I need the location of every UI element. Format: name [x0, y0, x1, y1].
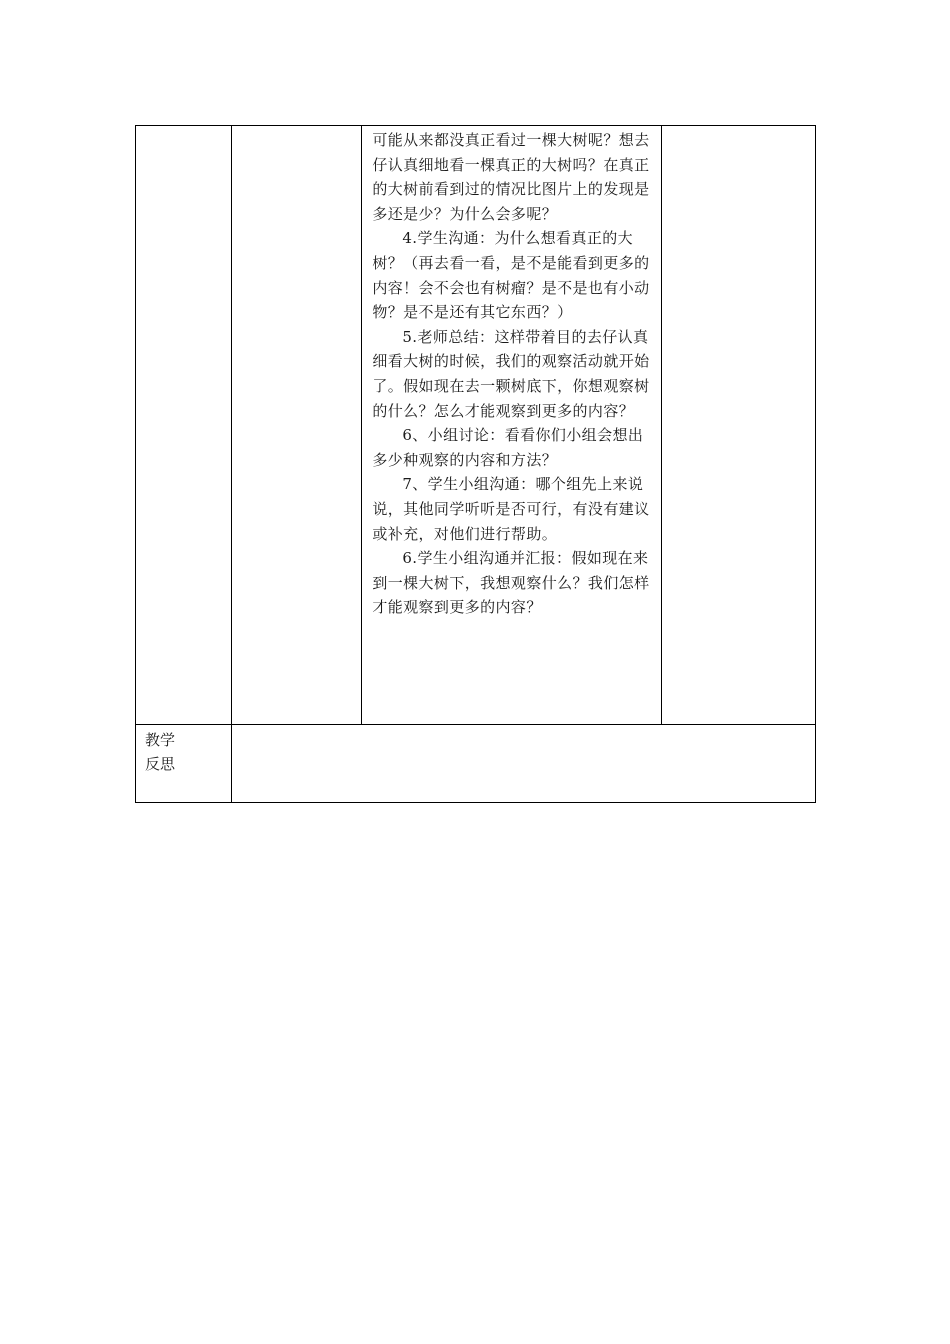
lesson-plan-table: [135, 125, 816, 803]
reflection-label-line1: 教学: [145, 731, 176, 749]
process-paragraph: 4.学生沟通：为什么想看真正的大树？（再去看一看，是不是能看到更多的内容！会不会也有树瘤？是不是也有小动物？是不是还有其它东西？）: [372, 229, 650, 322]
stage-cell: [136, 126, 232, 725]
notes-cell: [661, 126, 815, 725]
reflection-row: [136, 725, 816, 803]
process-paragraph: 可能从来都没真正看过一棵大树呢？想去仔认真细地看一棵真正的大树吗？在真正的大树前看到过的情况比图片上的发现是多还是少？为什么会多呢？: [372, 131, 650, 223]
process-paragraph: 7、学生小组沟通：哪个组先上来说说，其他同学听听是否可行，有没有建议或补充，对他们进行帮助。: [372, 475, 650, 543]
teaching-process-cell: [362, 126, 661, 725]
reflection-body: [232, 725, 816, 803]
lesson-content-row: [136, 126, 816, 725]
process-paragraph: 5.老师总结：这样带着目的去仔认真细看大树的时候，我们的观察活动就开始了。假如现在去一颗树底下，你想观察树的什么？怎么才能观察到更多的内容？: [372, 327, 650, 420]
goal-cell: [232, 126, 362, 725]
process-paragraph: 6、小组讨论：看看你们小组会想出多少种观察的内容和方法？: [372, 426, 644, 469]
process-paragraph: 6.学生小组沟通并汇报：假如现在来到一棵大树下，我想观察什么？我们怎样才能观察到更多的内容？: [372, 549, 650, 617]
reflection-label-line2: 反思: [145, 755, 176, 773]
reflection-label: [136, 725, 232, 803]
